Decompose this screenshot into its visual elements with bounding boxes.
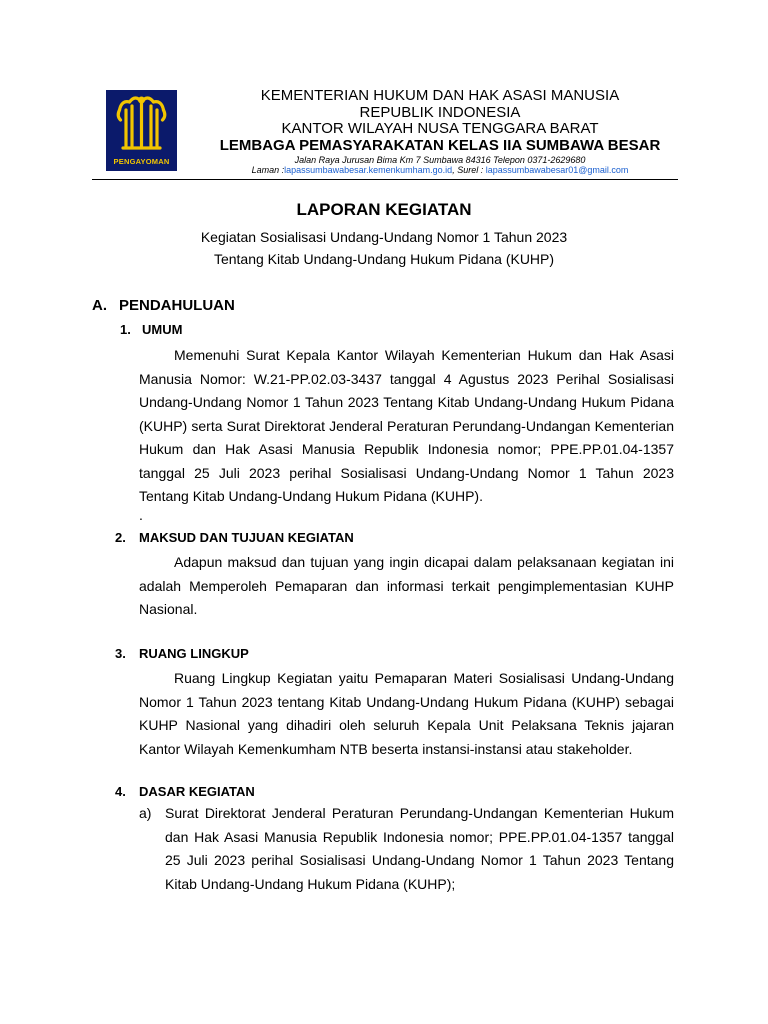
subsection-3-heading (115, 646, 249, 661)
list-item (139, 802, 674, 896)
letterhead-divider (92, 179, 678, 180)
document-title: LAPORAN KEGIATAN (296, 200, 472, 219)
website-label: Laman : (251, 165, 285, 175)
document-subtitle-1: Kegiatan Sosialisasi Undang-Undang Nomor 1 Tahun 2023 (200, 229, 568, 245)
subsection-1-paragraph: Memenuhi Surat Kepala Kantor Wilayah Kementerian Hukum dan Hak Asasi Manusia Nomor: W.21-PP.02.03-3437 tanggal 4 Agustus 2023 Perihal Sosialisasi Undang-Undang Nomor 1 Tahun 2023 Tentang Kitab Undang-Undang Hukum Pidana (KUHP) serta Surat Direktorat Jenderal Peraturan Perundang-Undangan Kementerian Hukum dan Hak Asasi Manusia Republik Indonesia nomor; PPE.PP.01.04-1357 tanggal 25 Juli 2023 perihal Sosialisasi Undang-Undang Nomor 1 Tahun 2023 Tentang Kitab Undang-Undang Hukum Pidana (KUHP). (139, 347, 674, 504)
section-a-title: PENDAHULUAN (119, 297, 235, 314)
pengayoman-logo (106, 90, 177, 171)
email-link[interactable]: lapassumbawabesar01@gmail.com (485, 165, 629, 175)
logo-label: PENGAYOMAN (113, 157, 170, 166)
address-line: Jalan Raya Jurusan Bima Km 7 Sumbawa 84316 Telepon 0371-2629680 (294, 155, 586, 165)
subsection-3-title: RUANG LINGKUP (139, 646, 249, 661)
subsection-1-heading (120, 322, 182, 337)
ministry-name: KEMENTERIAN HUKUM DAN HAK ASASI MANUSIA (260, 87, 620, 104)
subsection-3-paragraph: Ruang Lingkup Kegiatan yaitu Pemaparan Materi Sosialisasi Undang-Undang Nomor 1 Tahun 2023 tentang Kitab Undang-Undang Hukum Pidana (KUHP) sebagai KUHP Nasional yang dihadiri oleh seluruh Kepala Unit Pelaksana Teknis jajaran Kantor Wilayah Kemenkumham NTB beserta instansi-instansi atau stakeholder. (139, 670, 674, 757)
subsection-2-title: MAKSUD DAN TUJUAN KEGIATAN (139, 530, 354, 545)
section-a-heading (92, 297, 235, 314)
subsection-2-paragraph: Adapun maksud dan tujuan yang ingin dicapai dalam pelaksanaan kegiatan ini adalah Memperoleh Pemaparan dan informasi terkait pengimplementasian KUHP Nasional. (139, 554, 674, 617)
country-name: REPUBLIK INDONESIA (359, 104, 521, 121)
subsection-2-number: 2. (115, 530, 126, 545)
banyan-tree-emblem-icon (106, 90, 177, 160)
subsection-4-number: 4. (115, 784, 126, 799)
stray-dot: . (139, 507, 143, 523)
section-a-number: A. (92, 297, 107, 314)
subsection-3-number: 3. (115, 646, 126, 661)
contact-line (190, 165, 690, 175)
institution-name: LEMBAGA PEMASYARAKATAN KELAS IIA SUMBAWA BESAR (219, 137, 661, 154)
subsection-4-heading (115, 784, 255, 799)
subsection-1-number: 1. (120, 322, 131, 337)
subsection-1-title: UMUM (142, 322, 183, 337)
document-subtitle-2: Tentang Kitab Undang-Undang Hukum Pidana (KUHP) (213, 251, 555, 267)
list-item-marker: a) (139, 805, 152, 821)
regional-office-name: KANTOR WILAYAH NUSA TENGGARA BARAT (281, 120, 599, 137)
subsection-4-title: DASAR KEGIATAN (139, 784, 255, 799)
website-link[interactable]: lapassumbawabesar.kemenkumham.go.id (284, 165, 453, 175)
list-item-text: Surat Direktorat Jenderal Peraturan Perundang-Undangan Kementerian Hukum dan Hak Asasi Manusia Republik Indonesia nomor; PPE.PP.01.04-1357 tanggal 25 Juli 2023 perihal Sosialisasi Undang-Undang Nomor 1 Tahun 2023 Tentang Kitab Undang-Undang Hukum Pidana (KUHP); (165, 805, 674, 892)
subsection-2-heading (115, 530, 354, 545)
email-label: , Surel : (452, 165, 486, 175)
